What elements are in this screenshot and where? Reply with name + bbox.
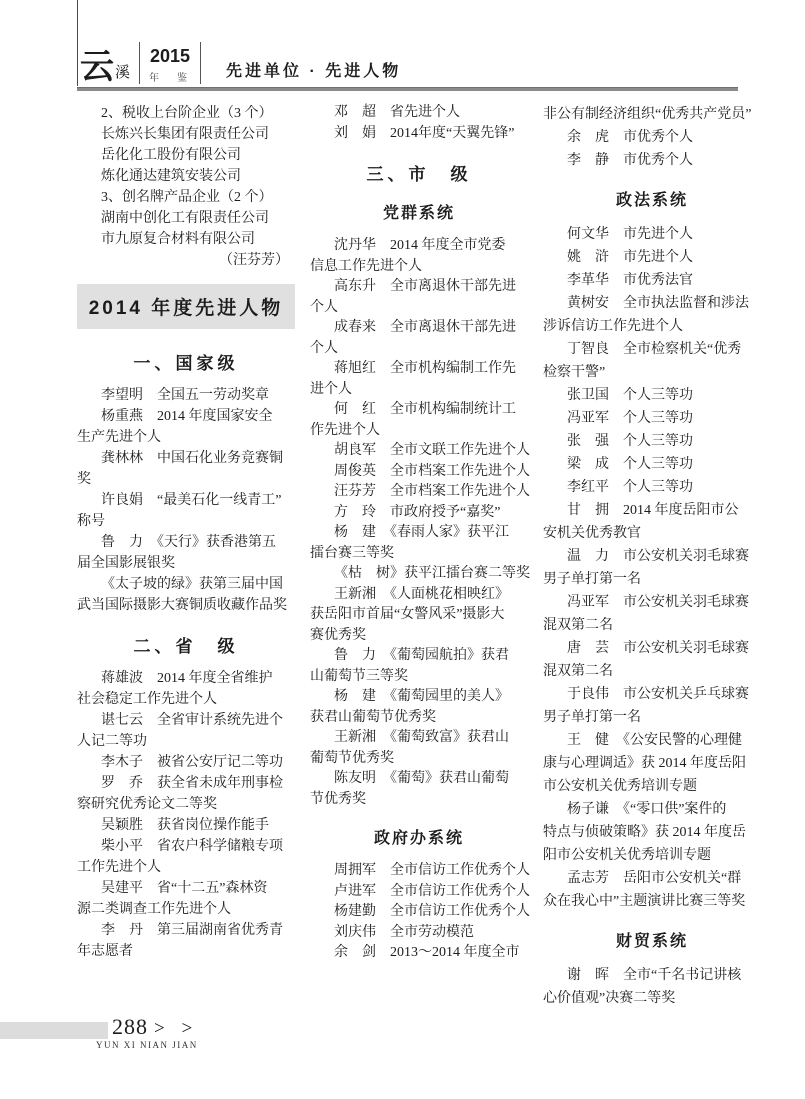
chevrons: > > <box>154 1018 199 1039</box>
entry-line: 杨子谦 《“零口供”案件的 <box>567 802 727 817</box>
continuation-line: 生产先进个人 <box>77 430 161 445</box>
entry-line: 周拥军 全市信访工作优秀个人 <box>334 863 530 878</box>
continuation-line: 康与心理调适》获 2014 年度岳阳 <box>543 756 746 771</box>
entry-line: 卢进军 全市信访工作优秀个人 <box>334 883 530 899</box>
entry-line: 何 红 全市机构编制统计工 <box>334 402 516 417</box>
entry-line: 岳化化工股份有限公司 <box>101 148 241 163</box>
continuation-line: 工作先进个人 <box>77 860 161 875</box>
entry-line: 杨建勤 全市信访工作优秀个人 <box>334 904 530 919</box>
continuation-line: 擂台赛三等奖 <box>310 545 394 561</box>
subsection-heading: 政府办系统 <box>373 830 464 847</box>
entry-line: 柴小平 省农户科学储粮专项 <box>101 839 283 854</box>
column-right <box>543 103 761 1010</box>
entry-line: 冯亚军 个人三等功 <box>567 411 693 426</box>
continuation-line: 涉诉信访工作先进个人 <box>543 319 683 334</box>
entry-line: 成春来 全市离退休干部先进 <box>334 320 516 335</box>
continuation-line: 阳市公安机关优秀培训专题 <box>543 848 711 863</box>
continuation-line: 安机关优秀教官 <box>543 526 641 541</box>
continuation-line: 称号 <box>77 514 105 529</box>
continuation-line: 源二类调查工作先进个人 <box>77 902 231 917</box>
year-block <box>149 46 191 84</box>
entry-line: 蒋雄波 2014 年度全省维护 <box>101 671 273 686</box>
entry-line: 温 力 市公安机关羽毛球赛 <box>567 549 749 564</box>
entry-line: 3、创名牌产品企业（2 个） <box>101 190 273 205</box>
continuation-line: 非公有制经济组织“优秀共产党员” <box>543 107 752 122</box>
year-label: 2015 <box>149 46 191 66</box>
footer-bar <box>0 1022 108 1039</box>
continuation-line: 人记二等功 <box>77 734 147 749</box>
continuation-line: 心价值观”决赛二等奖 <box>543 991 676 1006</box>
entry-line: 杨重燕 2014 年度国家安全 <box>101 409 273 424</box>
continuation-line: 武当国际摄影大赛铜质收藏作品奖 <box>77 598 287 613</box>
entry-line: 张卫国 个人三等功 <box>567 388 693 403</box>
continuation-line: 信息工作先进个人 <box>310 258 422 274</box>
entry-line: 王 健 《公安民警的心理健 <box>567 733 742 748</box>
continuation-line: 男子单打第一名 <box>543 710 641 725</box>
entry-line: 刘 娟 2014年度“天翼先锋” <box>334 125 515 141</box>
continuation-line: 男子单打第一名 <box>543 572 641 587</box>
continuation-line: 赛优秀奖 <box>310 627 366 643</box>
entry-line: 陈友明 《葡萄》获君山葡萄 <box>334 771 509 786</box>
continuation-line: 察研究优秀论文二等奖 <box>77 797 217 812</box>
yearbook-label: 年 鉴 <box>149 73 192 84</box>
continuation-line: 特点与侦破策略》获 2014 年度岳 <box>543 825 746 840</box>
continuation-line: 年志愿者 <box>77 944 133 959</box>
entry-line: 沈丹华 2014 年度全市党委 <box>334 238 506 253</box>
entry-line: 吴建平 省“十二五”森林资 <box>101 881 268 896</box>
page-header <box>80 42 401 84</box>
continuation-line: 进个人 <box>310 381 352 397</box>
entry-line: 王新湘 《葡萄致富》获君山 <box>334 730 509 745</box>
header-divider <box>139 42 140 84</box>
entry-line: 刘庆伟 全市劳动模范 <box>334 924 474 940</box>
continuation-line: 葡萄节优秀奖 <box>310 750 394 766</box>
continuation-line: 获君山葡萄节优秀奖 <box>310 709 436 725</box>
continuation-line: 作先进个人 <box>310 422 380 438</box>
header-divider <box>200 42 201 84</box>
entry-line: 许良娟 “最美石化一线青工” <box>101 493 282 508</box>
continuation-line: 市公安机关优秀培训专题 <box>543 779 697 794</box>
column-middle <box>310 103 528 1010</box>
entry-line: 鲁 力 《天行》获香港第五 <box>101 535 276 550</box>
subsection-heading: 政法系统 <box>615 192 688 209</box>
entry-line: 孟志芳 岳阳市公安机关“群 <box>567 871 742 886</box>
column-left <box>77 103 295 1010</box>
continuation-line: 社会稳定工作先进个人 <box>77 692 217 707</box>
entry-line: 姚 浒 市先进个人 <box>567 250 693 265</box>
continuation-line: 众在我心中”主题演讲比赛三等奖 <box>543 894 746 909</box>
entry-line: 杨 建 《葡萄园里的美人》 <box>334 689 509 704</box>
entry-line: 汪芬芳 全市档案工作先进个人 <box>334 484 530 499</box>
entry-line: 炼化通达建筑安装公司 <box>101 169 241 184</box>
entry-line: 胡良军 全市文联工作先进个人 <box>334 443 530 458</box>
entry-line: 王新湘 《人面桃花相映红》 <box>334 586 509 602</box>
entry-line: 高东升 全市离退休干部先进 <box>334 279 516 294</box>
entry-line: 唐 芸 市公安机关羽毛球赛 <box>567 641 749 656</box>
entry-line: 《枯 树》获平江擂台赛二等奖 <box>334 566 530 581</box>
entry-line: 李 静 市优秀个人 <box>567 153 693 168</box>
entry-line: 甘 拥 2014 年度岳阳市公 <box>567 503 739 518</box>
logo-sub-char: 溪 <box>115 65 131 81</box>
entry-line: 李望明 全国五一劳动奖章 <box>101 388 269 403</box>
continuation-line: 个人 <box>310 299 338 315</box>
entry-line: 鲁 力 《葡萄园航拍》获君 <box>334 648 509 663</box>
page-title: 先进单位 · 先进人物 <box>226 63 402 80</box>
entry-line: 邓 超 省先进个人 <box>334 105 460 120</box>
entry-line: 湖南中创化工有限责任公司 <box>101 211 269 226</box>
entry-line: 吴颖胜 获省岗位操作能手 <box>101 818 269 833</box>
header-rule <box>77 87 738 91</box>
byline: （汪芬芳） <box>219 253 289 268</box>
year-title-box: 2014 年度先进人物 <box>77 284 295 329</box>
entry-line: 2、税收上台阶企业（3 个） <box>101 106 273 121</box>
continuation-line: 届全国影展银奖 <box>77 556 175 571</box>
subsection-heading: 财贸系统 <box>615 933 688 950</box>
entry-line: 于良伟 市公安机关乒乓球赛 <box>567 687 749 702</box>
section-heading: 二、省 级 <box>133 637 239 656</box>
page-number <box>112 1014 198 1040</box>
continuation-line: 奖 <box>77 472 91 487</box>
logo-main-char: 云 <box>80 48 114 86</box>
entry-line: 何文华 市先进个人 <box>567 227 693 242</box>
entry-line: 余 虎 市优秀个人 <box>567 130 693 145</box>
entry-line: 罗 乔 获全省未成年刑事检 <box>101 776 283 791</box>
continuation-line: 混双第二名 <box>543 664 613 679</box>
entry-line: 周俊英 全市档案工作先进个人 <box>334 463 530 479</box>
entry-line: 谢 晖 全市“千名书记讲核 <box>567 968 742 983</box>
footer-caption: YUN XI NIAN JIAN <box>96 1040 198 1050</box>
section-heading: 一、国家级 <box>133 354 239 373</box>
entry-line: 李 丹 第三届湖南省优秀青 <box>101 923 283 938</box>
entry-line: 谌七云 全省审计系统先进个 <box>101 713 283 728</box>
text-columns <box>77 103 762 1010</box>
subsection-heading: 党群系统 <box>382 205 455 222</box>
entry-line: 李木子 被省公安厅记二等功 <box>101 755 283 770</box>
entry-line: 市九原复合材料有限公司 <box>101 232 255 247</box>
entry-line: 《太子坡的绿》获第三届中国 <box>101 577 283 592</box>
entry-line: 冯亚军 市公安机关羽毛球赛 <box>567 595 749 610</box>
entry-line: 李红平 个人三等功 <box>567 480 693 495</box>
page-number-value: 288 <box>112 1014 148 1039</box>
continuation-line: 混双第二名 <box>543 618 613 633</box>
entry-line: 梁 成 个人三等功 <box>567 457 693 472</box>
entry-line: 丁智良 全市检察机关“优秀 <box>567 342 742 357</box>
continuation-line: 个人 <box>310 340 338 356</box>
entry-line: 张 强 个人三等功 <box>567 434 693 449</box>
section-heading: 三、市 级 <box>366 165 472 184</box>
page-edge-line <box>77 0 78 86</box>
continuation-line: 获岳阳市首届“女警风采”摄影大 <box>310 607 505 622</box>
continuation-line: 检察干警” <box>543 365 606 380</box>
entry-line: 方 玲 市政府授予“嘉奖” <box>334 504 501 520</box>
entry-line: 黄树安 全市执法监督和涉法 <box>567 296 749 311</box>
entry-line: 杨 建 《春雨人家》获平江 <box>334 525 509 540</box>
continuation-line: 山葡萄节三等奖 <box>310 668 408 684</box>
entry-line: 龚林林 中国石化业务竞赛铜 <box>101 451 283 466</box>
continuation-line: 节优秀奖 <box>310 791 366 807</box>
entry-line: 余 剑 2013～2014 年度全市 <box>334 945 520 960</box>
entry-line: 蒋旭红 全市机构编制工作先 <box>334 361 516 376</box>
entry-line: 长炼兴长集团有限责任公司 <box>101 127 269 142</box>
entry-line: 李革华 市优秀法官 <box>567 273 693 288</box>
